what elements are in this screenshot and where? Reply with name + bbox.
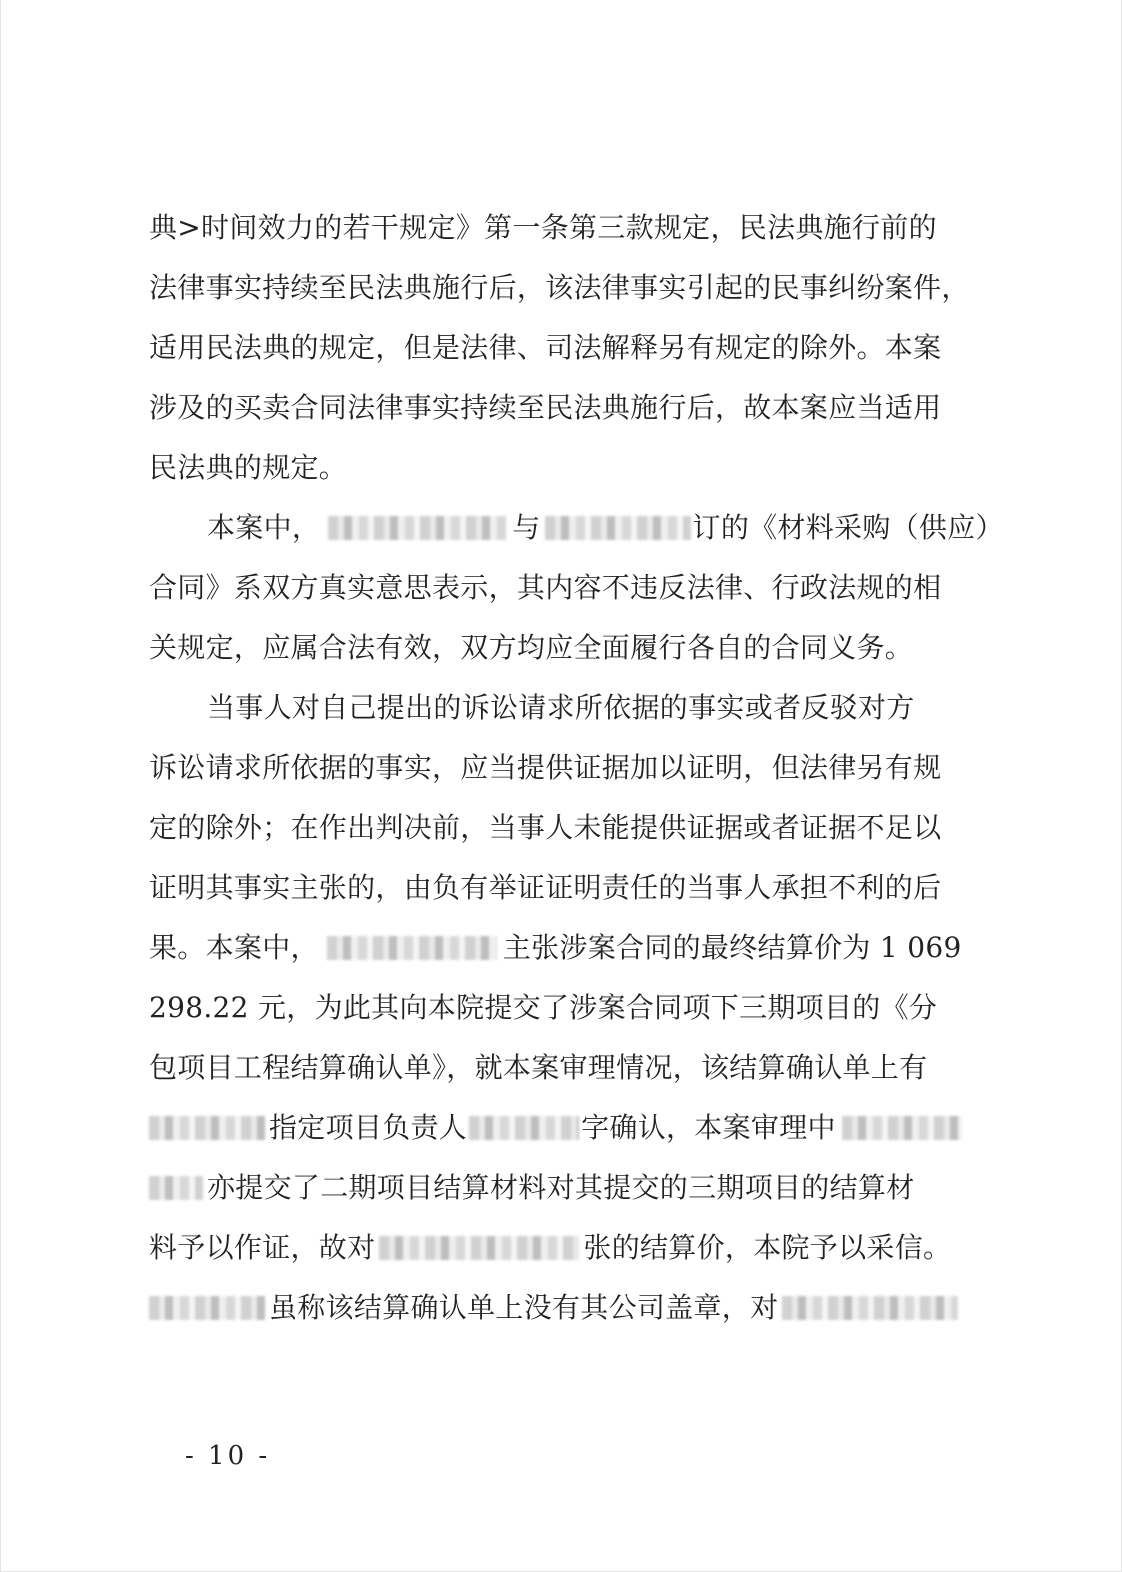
text-line: 关规定，应属合法有效，双方均应全面履行各自的合同义务。 [149, 631, 914, 664]
paragraph-contract-validity [149, 498, 1004, 558]
redacted-party-name [782, 1296, 958, 1320]
redacted-party-name [842, 1116, 962, 1140]
judgment-body [149, 198, 1004, 1338]
text-segment: 料予以作证，故对 [149, 1231, 376, 1264]
text-line: 合同》系双方真实意思表示，其内容不违反法律、行政法规的相 [149, 571, 942, 604]
text-segment: 本案中， [207, 511, 321, 544]
text-line: 包项目工程结算确认单》，就本案审理情况，该结算确认单上有 [149, 1051, 928, 1084]
text-segment: 订的《材料采购（供应） [692, 511, 1004, 544]
text-line [149, 1278, 979, 1338]
redacted-person-name [469, 1116, 579, 1140]
text-segment: 指定项目负责人 [269, 1111, 468, 1144]
text-line: 298.22 元，为此其向本院提交了涉案合同项下三期项目的《分 [149, 991, 938, 1024]
text-segment: 虽称该结算确认单上没有其公司盖章，对 [269, 1291, 779, 1324]
redacted-party-name [149, 1176, 203, 1200]
text-line [149, 1098, 979, 1158]
redacted-party-name [545, 516, 691, 540]
text-line [149, 918, 979, 978]
text-segment: 与 [512, 511, 541, 544]
text-line: 典>时间效力的若干规定》第一条第三款规定，民法典施行前的 [149, 211, 937, 244]
text-segment: 张的结算价，本院予以采信。 [583, 1231, 952, 1264]
text-line: 法律事实持续至民法典施行后，该法律事实引起的民事纠纷案件， [149, 271, 970, 304]
text-line [149, 1218, 979, 1278]
redacted-party-name [149, 1116, 265, 1140]
text-line: 民法典的规定。 [149, 451, 348, 484]
text-line: 适用民法典的规定，但是法律、司法解释另有规定的除外。本案 [149, 331, 942, 364]
text-line: 定的除外；在作出判决前，当事人未能提供证据或者证据不足以 [149, 811, 942, 844]
text-line [149, 1158, 979, 1218]
text-line: 诉讼请求所依据的事实，应当提供证据加以证明，但法律另有规 [149, 751, 942, 784]
redacted-party-name [149, 1296, 265, 1320]
text-segment: 主张涉案合同的最终结算价为 1 069 [502, 931, 962, 964]
text-segment: 字确认，本案审理中 [581, 1111, 836, 1144]
paragraph-burden-of-proof: 当事人对自己提出的诉讼请求所依据的事实或者反驳对方 [207, 691, 915, 724]
text-segment: 果。本案中， [149, 931, 319, 964]
redacted-party-name [327, 936, 497, 960]
redacted-party-name [328, 516, 506, 540]
redacted-party-name [379, 1236, 579, 1260]
text-line: 涉及的买卖合同法律事实持续至民法典施行后，故本案应当适用 [149, 391, 942, 424]
text-segment: 亦提交了二期项目结算材料对其提交的三期项目的结算材 [207, 1171, 915, 1204]
page-number: - 10 - [185, 1441, 271, 1471]
text-line: 证明其事实主张的，由负有举证证明责任的当事人承担不利的后 [149, 871, 942, 904]
